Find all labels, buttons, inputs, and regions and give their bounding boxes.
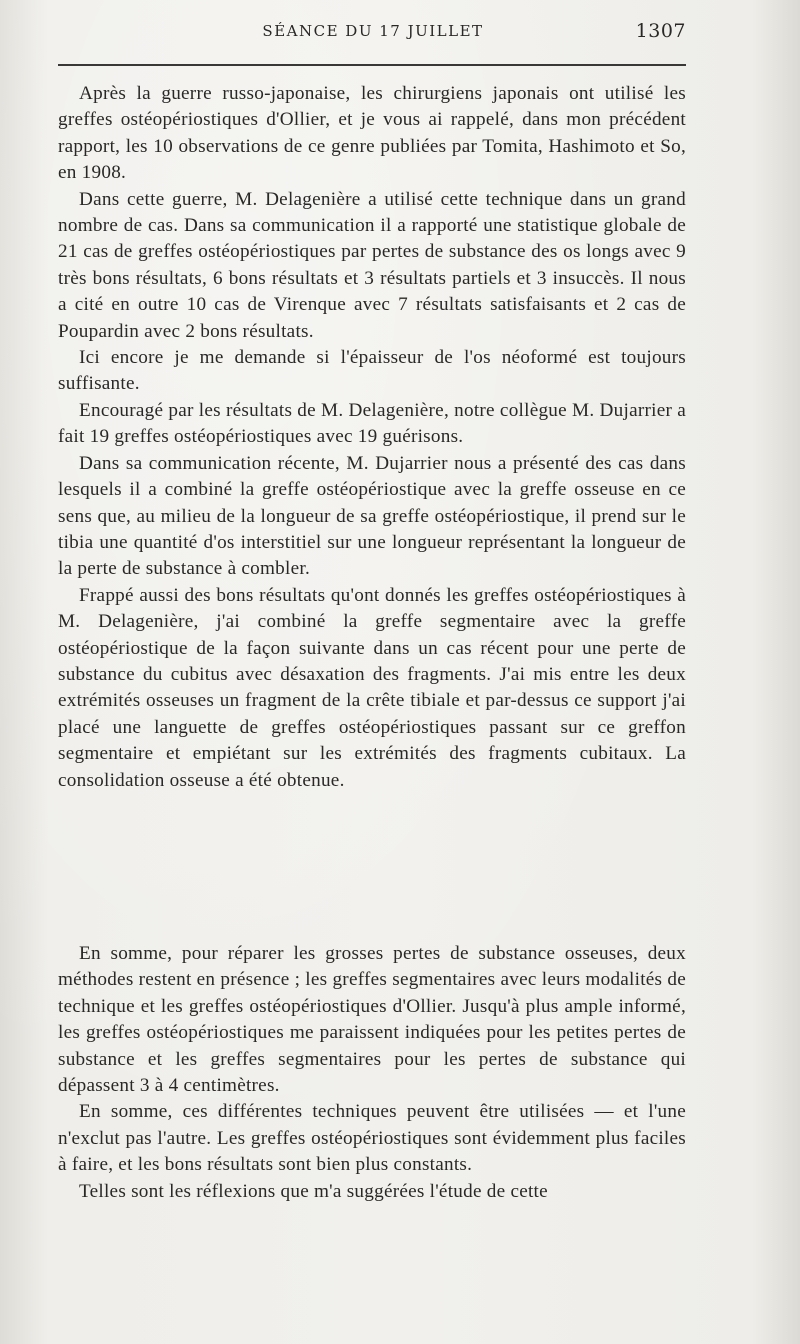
paragraph: Dans cette guerre, M. Delagenière a utilisé cette technique dans un grand nombre de cas. Dans sa communication il a rapporté une statistique globale de 21 cas de greffes ostéopériostiques par pertes de substance des os longs avec 9 très bons résultats, 6 bons résultats et 3 résultats partiels et 3 insuccès. Il nous a cité en outre 10 cas de Virenque avec 7 résultats satisfaisants et 2 cas de Poupardin avec 2 bons résultats. bbox=[58, 188, 686, 342]
paragraph: Ici encore je me demande si l'épaisseur de l'os néoformé est toujours suffisante. bbox=[58, 347, 686, 395]
header-rule bbox=[58, 64, 686, 66]
running-title: SÉANCE DU 17 JUILLET bbox=[262, 22, 484, 40]
paragraph: Telles sont les réflexions que m'a suggérées l'étude de cette bbox=[79, 1180, 548, 1202]
running-header bbox=[60, 20, 686, 44]
paragraph: En somme, pour réparer les grosses pertes de substance osseuses, deux méthodes restent en présence ; les greffes segmentaires avec leurs modalités de technique et les greffes ostéopériostiques d'Ollier. Jusqu'à plus ample informé, les greffes ostéopériostiques me paraissent indiquées pour les petites pertes de substance et les greffes segmentaires pour les pertes de substance qui dépassent 3 à 4 centimètres. bbox=[58, 943, 686, 1097]
text-section-2 bbox=[58, 941, 686, 1205]
text-section-1 bbox=[58, 81, 686, 794]
paragraph: Dans sa communication récente, M. Dujarrier nous a présenté des cas dans lesquels il a combiné la greffe ostéopériostique avec la greffe osseuse en ce sens que, au milieu de la longueur de sa greffe ostéopériostique, il prend sur le tibia une quantité d'os interstitiel sur une longueur représentant la longueur de la perte de substance à combler. bbox=[58, 452, 686, 580]
page-number: 1307 bbox=[635, 20, 686, 42]
paragraph: Après la guerre russo-japonaise, les chirurgiens japonais ont utilisé les greffes ostéopériostiques d'Ollier, et je vous ai rappelé, dans mon précédent rapport, les 10 observations de ce genre publiées par Tomita, Hashimoto et So, en 1908. bbox=[58, 83, 686, 184]
paragraph: Encouragé par les résultats de M. Delagenière, notre collègue M. Dujarrier a fait 19 greffes ostéopériostiques avec 19 guérisons. bbox=[58, 399, 686, 448]
paragraph: Frappé aussi des bons résultats qu'ont donnés les greffes ostéopériostiques à M. Delagenière, j'ai combiné la greffe segmentaire avec la greffe ostéopériostique de la façon suivante dans un cas récent pour une perte de substance du cubitus avec désaxation des fragments. J'ai mis entre les deux extrémités osseuses un fragment de la crête tibiale et par-dessus ce support j'ai placé une languette de greffes ostéopériostiques passant sur ce greffon segmentaire et empiétant sur les extrémités des fragments cubitaux. La consolidation osseuse a été obtenue. bbox=[58, 584, 686, 791]
paragraph: En somme, ces différentes techniques peuvent être utilisées — et l'une n'exclut pas l'autre. Les greffes ostéopériostiques sont évidemment plus faciles à faire, et les bons résultats sont bien plus constants. bbox=[58, 1101, 686, 1176]
